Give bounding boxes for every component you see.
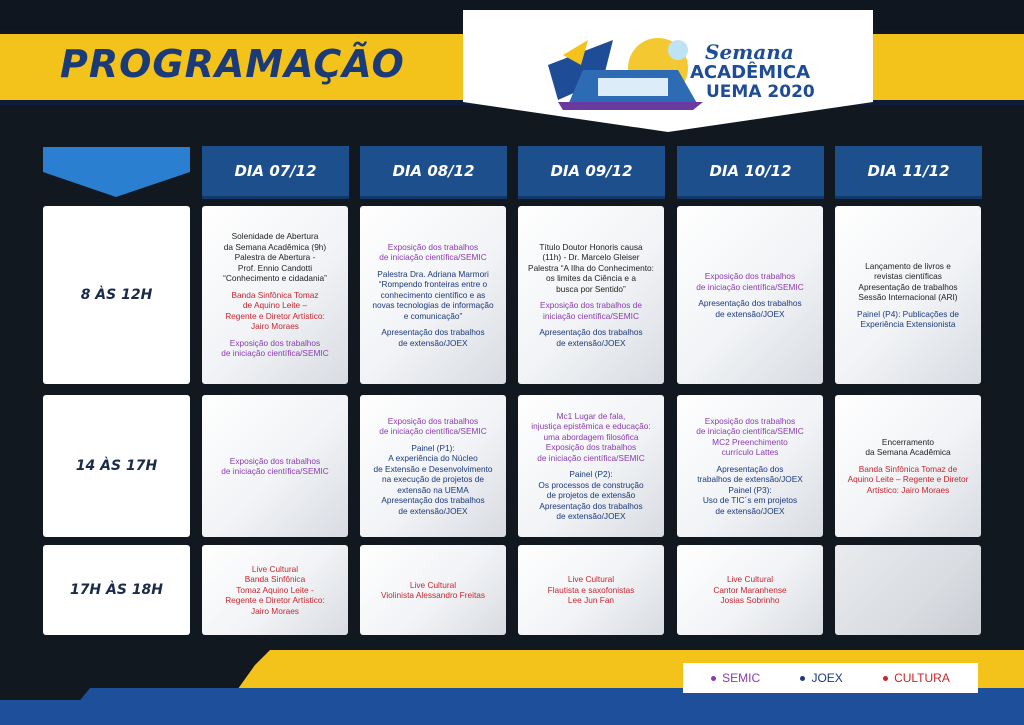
event-cultura: Banda Sinfônica Tomaz de Aquino Leite – Regente e Diretor Artístico: Jairo Moraes xyxy=(225,289,325,332)
event-semic: Exposição dos trabalhos de iniciação científica/SEMIC xyxy=(379,415,487,437)
schedule-cell xyxy=(835,206,981,384)
day-header: DIA 09/12 xyxy=(518,146,665,199)
joex-dot-icon xyxy=(800,676,805,681)
event-cultura: Live Cultural Cantor Maranhense Josias Sobrinho xyxy=(713,574,787,606)
legend-semic: SEMIC xyxy=(711,671,760,685)
event-cultura: Live Cultural Flautista e saxofonistas Lee Jun Fan xyxy=(547,574,635,606)
event-semic: Exposição dos trabalhos de iniciação científica/SEMIC xyxy=(540,300,642,321)
event-plain: Título Doutor Honoris causa (11h) - Dr. Marcelo Gleiser Palestra “A Ilha do Conhecimento: os limites da Ciência e a busca por Sentido” xyxy=(528,241,654,294)
event-joex: Painel (P2): Os processos de construção de projetos de extensão Apresentação dos trabalhos de extensão/JOEX xyxy=(538,469,644,521)
event-joex: Painel (P1): A experiência do Núcleo de Extensão e Desenvolvimento na execução de projetos de extensão na UEMA Apresentação dos trabalhos de extensão/JOEX xyxy=(373,442,493,516)
event-cultura: Live Cultural Violinista Alessandro Freitas xyxy=(380,579,486,600)
schedule-cell xyxy=(202,206,348,384)
schedule-cell xyxy=(835,545,981,635)
logo-uema: UEMA 2020 xyxy=(706,82,815,102)
schedule-cell xyxy=(360,395,506,537)
event-semic: Exposição dos trabalhos de iniciação científica/SEMIC xyxy=(379,241,487,263)
schedule-cell xyxy=(518,395,664,537)
event-joex: Apresentação dos trabalhos de extensão/JOEX xyxy=(539,327,643,348)
corner-arrow xyxy=(43,147,190,197)
event-semic: Exposição dos trabalhos de iniciação científica/SEMIC xyxy=(221,337,329,359)
cultura-dot-icon xyxy=(883,676,888,681)
event-semic: Exposição dos trabalhos de iniciação científica/SEMIC xyxy=(696,271,804,292)
day-header: DIA 11/12 xyxy=(835,146,982,199)
schedule-cell xyxy=(677,206,823,384)
schedule-cell xyxy=(202,545,348,635)
legend-joex: JOEX xyxy=(800,671,842,685)
event-joex: Palestra Dra. Adriana Marmori “Rompendo fronteiras entre o conhecimento científico e as novas tecnologias de informação e comunicação” xyxy=(372,268,494,321)
event-semic: Mc1 Lugar de fala, injustiça epistêmica e educação: uma abordagem filosófica Exposição dos trabalhos de iniciação científica/SEMIC xyxy=(531,410,651,463)
day-header: DIA 07/12 xyxy=(202,146,349,199)
day-header: DIA 08/12 xyxy=(360,146,507,199)
legend-cultura: CULTURA xyxy=(883,671,950,685)
event-cultura: Banda Sinfônica Tomaz de Aquino Leite – Regente e Diretor Artístico: Jairo Moraes xyxy=(847,463,969,495)
event-joex: Apresentação dos trabalhos de extensão/JOEX xyxy=(381,327,485,348)
time-slot: 17H ÀS 18H xyxy=(43,545,190,635)
event-plain: Solenidade de Abertura da Semana Acadêmica (9h) Palestra de Abertura - Prof. Ennio Candotti “Conhecimento e cidadania” xyxy=(223,231,327,284)
day-header: DIA 10/12 xyxy=(677,146,824,199)
schedule-cell xyxy=(677,545,823,635)
event-semic: Exposição dos trabalhos de iniciação científica/SEMIC MC2 Preenchimento currículo Lattes xyxy=(696,415,804,458)
schedule-cell xyxy=(835,395,981,537)
event-plain: Encerramento da Semana Acadêmica xyxy=(865,436,951,458)
schedule-cell xyxy=(518,545,664,635)
schedule-cell xyxy=(360,545,506,635)
event-joex: Apresentação dos trabalhos de extensão/JOEX xyxy=(698,298,802,319)
schedule-cell xyxy=(677,395,823,537)
time-slot: 8 ÀS 12H xyxy=(43,206,190,384)
page-title: PROGRAMAÇÃO xyxy=(60,42,405,86)
legend xyxy=(683,663,978,693)
schedule-cell xyxy=(518,206,664,384)
semic-dot-icon xyxy=(711,676,716,681)
logo xyxy=(463,10,873,132)
event-joex: Painel (P4): Publicações de Experiência Extensionista xyxy=(857,308,959,329)
schedule-cell xyxy=(360,206,506,384)
schedule-cell xyxy=(202,395,348,537)
event-joex: Apresentação dos trabalhos de extensão/JOEX Painel (P3): Uso de TIC´s em projetos de extensão/JOEX xyxy=(697,463,803,516)
time-slot: 14 ÀS 17H xyxy=(43,395,190,537)
event-semic: Exposição dos trabalhos de iniciação científica/SEMIC xyxy=(221,455,329,476)
logo-semana: Semana xyxy=(705,40,794,64)
event-plain: Lançamento de livros e revistas científicas Apresentação de trabalhos Sessão Internacional (ARI) xyxy=(858,260,958,302)
event-cultura: Live Cultural Banda Sinfônica Tomaz Aquino Leite - Regente e Diretor Artístico: Jairo Moraes xyxy=(225,563,325,616)
logo-academica: ACADÊMICA xyxy=(690,62,811,83)
